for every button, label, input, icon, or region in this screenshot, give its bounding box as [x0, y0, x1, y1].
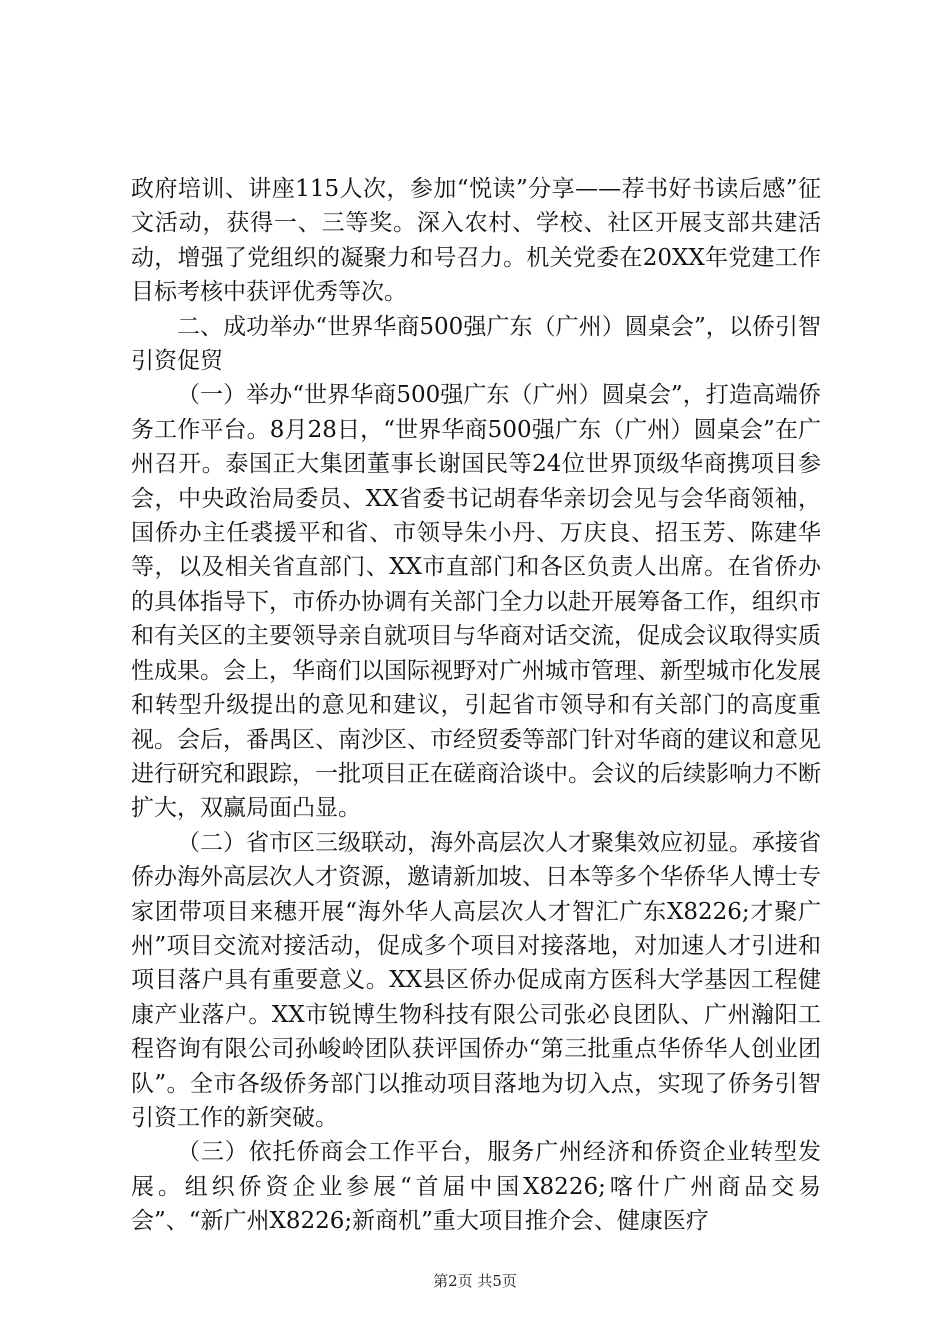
paragraph-talent: （二）省市区三级联动，海外高层次人才聚集效应初显。承接省侨办海外高层次人才资源，邀请新加坡、日本等多个华侨华人博士专家团带项目来穗开展“海外华人高层次人才智汇广东X8226;才聚广州”项目交流对接活动，促成多个项目对接落地，对加速人才引进和项目落户具有重要意义。XX县区侨办促成南方医科大学基因工程健康产业落户。XX市锐博生物科技有限公司张必良团队、广州瀚阳工程咨询有限公司孙峻岭团队获评国侨办“第三批重点华侨华人创业团队”。全市各级侨务部门以推动项目落地为切入点，实现了侨务引智引资工作的新突破。	[131, 829, 821, 1131]
paragraph-party-building: 政府培训、讲座115人次，参加“悦读”分享——荐书好书读后感”征文活动，获得一、三等奖。深入农村、学校、社区开展支部共建活动，增强了党组织的凝聚力和号召力。机关党委在20XX年党建工作目标考核中获评优秀等次。	[131, 176, 821, 306]
section-heading-roundtable: 二、成功举办“世界华商500强广东（广州）圆桌会”，以侨引智引资促贸	[131, 313, 821, 375]
paragraph-roundtable: （一）举办“世界华商500强广东（广州）圆桌会”，打造高端侨务工作平台。8月28日，“世界华商500强广东（广州）圆桌会”在广州召开。泰国正大集团董事长谢国民等24位世界顶级华商携项目参会，中央政治局委员、XX省委书记胡春华亲切会见与会华商领袖，国侨办主任裘援平和省、市领导朱小丹、万庆良、招玉芳、陈建华等，以及相关省直部门、XX市直部门和各区负责人出席。在省侨办的具体指导下，市侨办协调有关部门全力以赴开展筹备工作，组织市和有关区的主要领导亲自就项目与华商对话交流，促成会议取得实质性成果。会上，华商们以国际视野对广州城市管理、新型城市化发展和转型升级提出的意见和建议，引起省市领导和有关部门的高度重视。会后，番禺区、南沙区、市经贸委等部门针对华商的建议和意见进行研究和跟踪，一批项目正在磋商洽谈中。会议的后续影响力不断扩大，双赢局面凸显。	[131, 382, 821, 822]
page-footer: 第2页 共5页	[433, 1272, 517, 1290]
document-body	[131, 172, 821, 1239]
paragraph-chamber: （三）依托侨商会工作平台，服务广州经济和侨资企业转型发展。组织侨资企业参展“首届中国X8226;喀什广州商品交易会”、“新广州X8226;新商机”重大项目推介会、健康医疗	[131, 1139, 821, 1235]
